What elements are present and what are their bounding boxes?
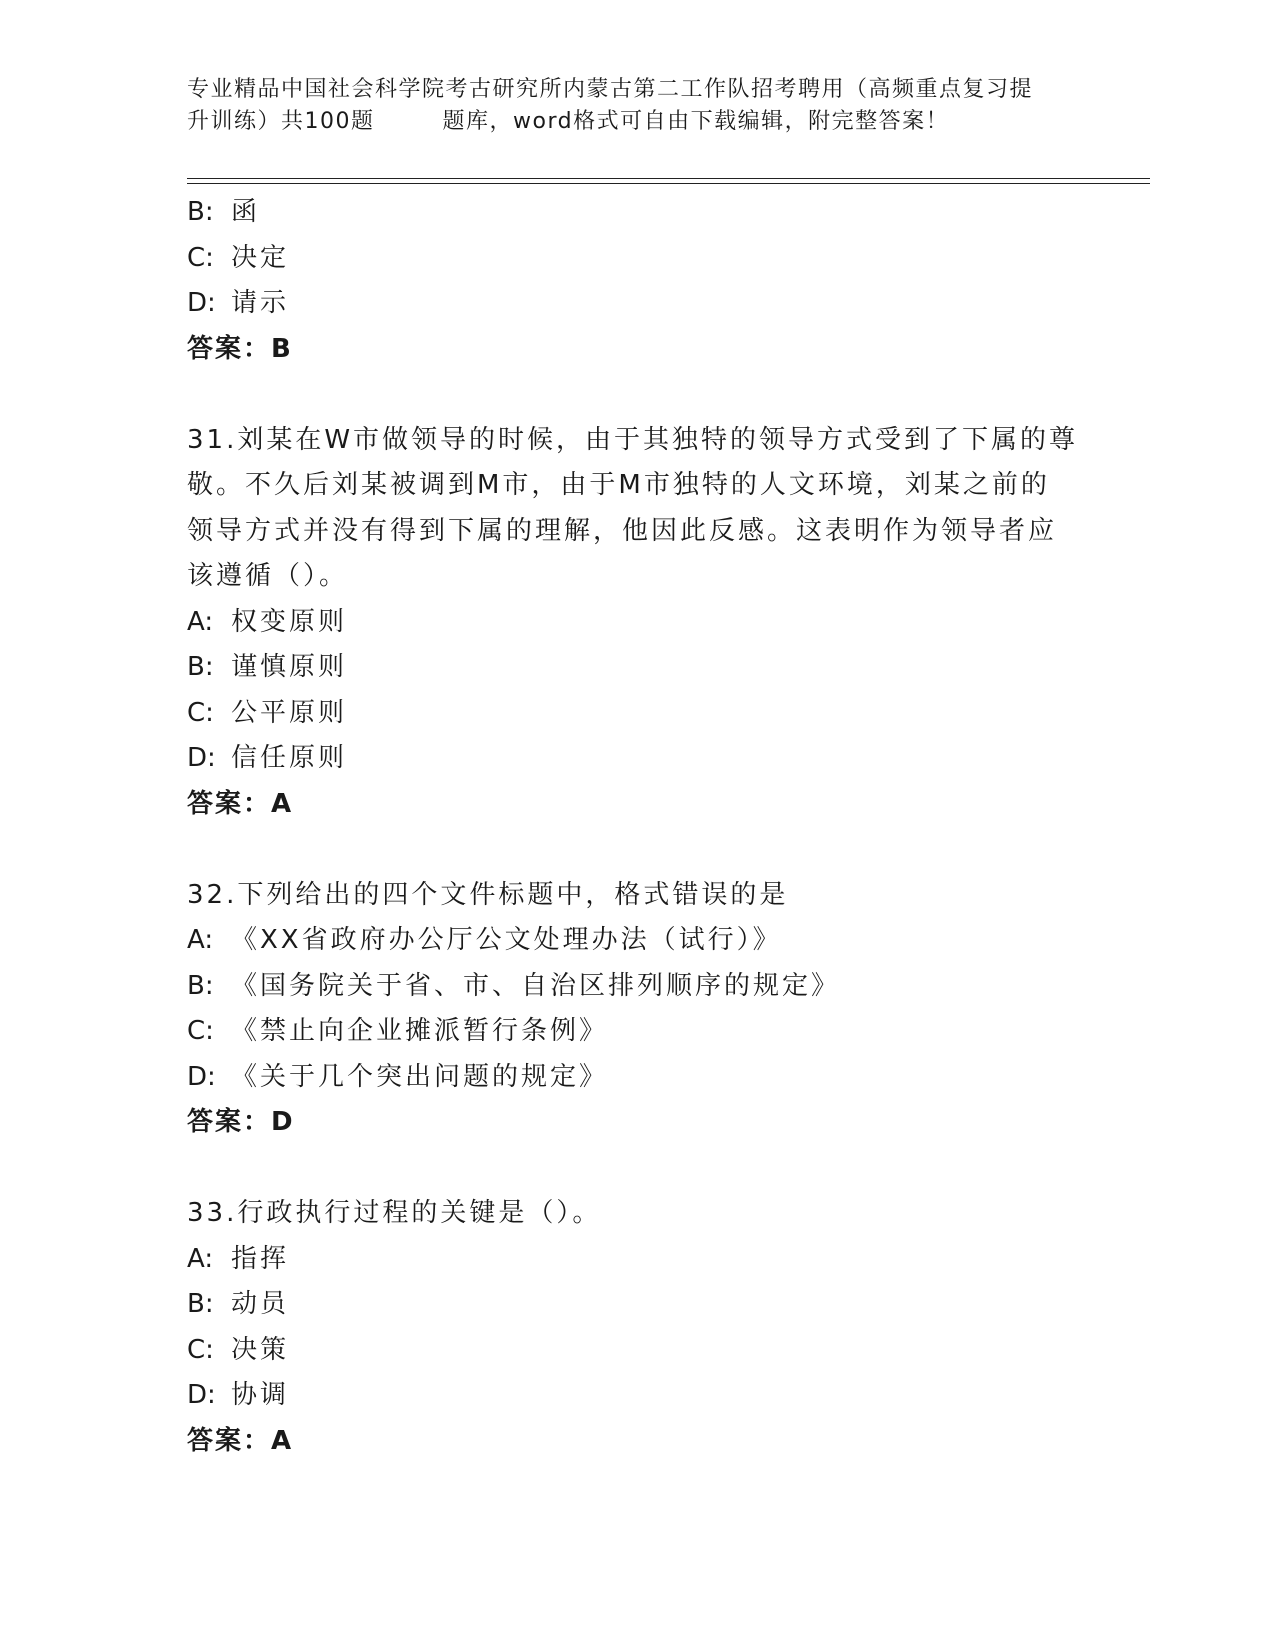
question-33 [187, 1191, 1087, 1464]
option-key: C: [187, 1334, 214, 1365]
option-text: 公平原则 [231, 697, 348, 728]
option-key: D: [187, 1380, 216, 1410]
spacer [187, 1146, 1087, 1192]
header-line-1: 专业精品中国社会科学院考古研究所内蒙古第二工作队招考聘用（高频重点复习提 [187, 77, 1034, 102]
answer-line: 答案：B [187, 333, 293, 364]
option-a [187, 1237, 1087, 1283]
option-b [187, 645, 1087, 691]
option-key: D: [187, 288, 216, 318]
option-text: 决策 [231, 1334, 290, 1365]
question-text-line: 32.下列给出的四个文件标题中，格式错误的是 [187, 879, 789, 910]
option-b [187, 1282, 1087, 1328]
option-key: D: [187, 743, 216, 773]
option-c [187, 1328, 1087, 1374]
option-key: C: [187, 697, 214, 728]
option-key: B: [187, 970, 214, 1001]
option-key: A: [187, 1243, 214, 1274]
option-text: 函 [231, 197, 261, 227]
option-text: 决定 [231, 242, 290, 273]
answer-line: 答案：D [187, 1107, 295, 1137]
option-key: C: [187, 1016, 214, 1046]
option-text: 信任原则 [231, 743, 348, 773]
option-text: 《禁止向企业摊派暂行条例》 [231, 1016, 609, 1046]
spacer [187, 372, 1087, 418]
question-text [187, 1191, 1067, 1237]
option-text: 请示 [231, 288, 290, 318]
question-text [187, 418, 1079, 600]
answer-line: 答案：A [187, 788, 294, 819]
question-32 [187, 873, 1087, 1146]
header-line-2-part-2: 题库，word格式可自由下载编辑，附完整答案！ [442, 109, 950, 134]
question-text-line: 33.行政执行过程的关键是（）。 [187, 1198, 602, 1228]
question-text-line: 敬。不久后刘某被调到M市，由于M市独特的人文环境，刘某之前的 [187, 470, 1050, 500]
question-text-line: 领导方式并没有得到下属的理解，他因此反感。这表明作为领导者应 [187, 515, 1058, 546]
option-a [187, 918, 1087, 964]
question-text [187, 873, 1067, 919]
question-text-line: 31.刘某在W市做领导的时候，由于其独特的领导方式受到了下属的尊 [187, 424, 1079, 455]
header-rule-top [187, 178, 1150, 179]
header-line-2-part-1: 升训练）共100题 [187, 109, 375, 134]
option-d [187, 1055, 1087, 1101]
option-text: 指挥 [231, 1243, 290, 1274]
option-key: B: [187, 1289, 214, 1319]
spacer [187, 827, 1087, 873]
page-header [187, 74, 1087, 138]
option-text: 《XX省政府办公厅公文处理办法（试行）》 [231, 925, 782, 955]
option-d [187, 1373, 1087, 1419]
option-d [187, 281, 1087, 327]
option-text: 《关于几个突出问题的规定》 [231, 1061, 609, 1092]
header-rule-bottom [187, 183, 1150, 184]
option-text: 协调 [231, 1380, 290, 1410]
question-30-tail [187, 190, 1087, 372]
answer-line: 答案：A [187, 1425, 294, 1456]
option-key: C: [187, 242, 214, 273]
option-text: 权变原则 [231, 606, 348, 637]
option-c [187, 236, 1087, 282]
option-c [187, 1009, 1087, 1055]
option-key: D: [187, 1061, 216, 1092]
option-c [187, 691, 1087, 737]
option-text: 动员 [231, 1289, 290, 1319]
question-text-line: 该遵循（）。 [187, 561, 349, 591]
option-key: B: [187, 652, 214, 682]
option-key: B: [187, 197, 214, 227]
option-text: 《国务院关于省、市、自治区排列顺序的规定》 [231, 970, 841, 1001]
question-31 [187, 418, 1087, 828]
header-line-2 [187, 106, 1087, 138]
question-content [187, 190, 1087, 1464]
option-text: 谨慎原则 [231, 652, 348, 682]
option-a [187, 600, 1087, 646]
option-d [187, 736, 1087, 782]
option-key: A: [187, 606, 214, 637]
option-key: A: [187, 925, 214, 955]
option-b [187, 190, 1087, 236]
option-b [187, 964, 1087, 1010]
